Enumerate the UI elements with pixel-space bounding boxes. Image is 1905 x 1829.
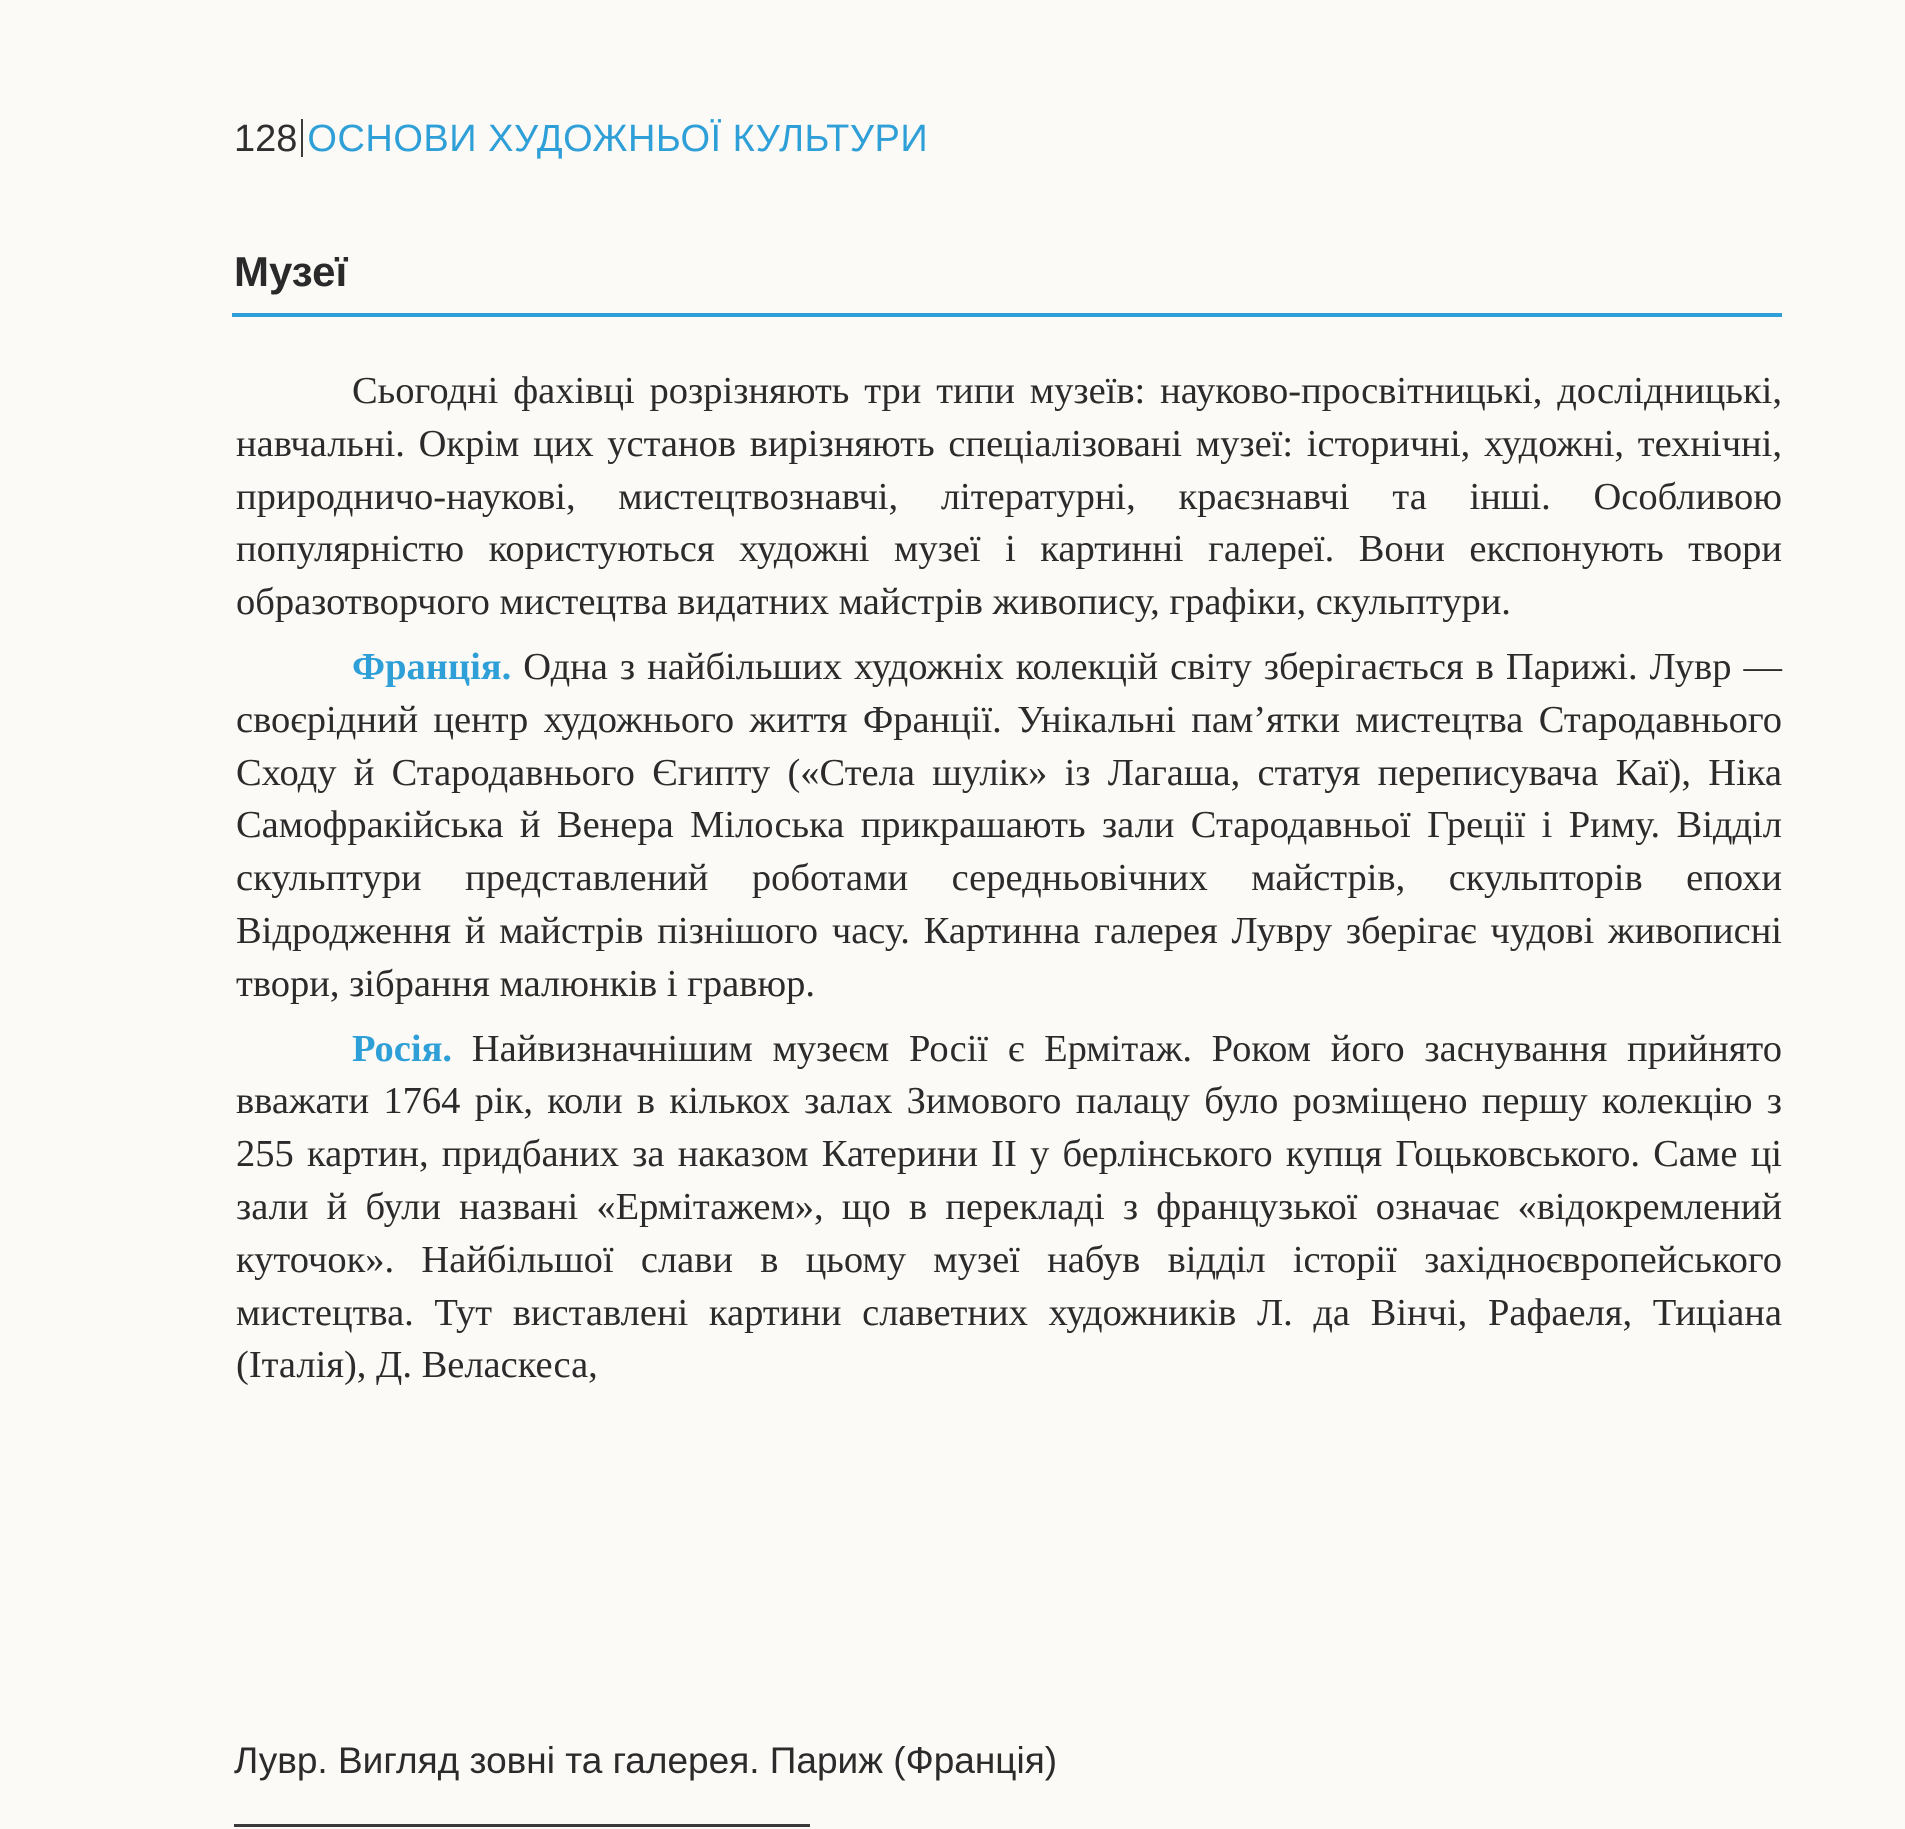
paragraph-intro xyxy=(236,365,1782,629)
body-text xyxy=(236,365,1782,1392)
figure-caption: Лувр. Вигляд зовні та галерея. Париж (Франція) xyxy=(234,1740,1058,1781)
paragraph-text: Найвизначнішим музеєм Росії є Ермітаж. Роком його заснування прийнято вважати 1764 рік, коли в кількох залах Зимового палацу було розміщено першу колекцію з 255 картин, придбаних за наказом Катерини II у берлінського купця Гоцьковського. Саме ці зали й були названі «Ермітажем», що в перекладі з французької означає «відокремлений куточок». Найбільшої слави в цьому музеї набув відділ історії західноєвропейського мистецтва. Тут виставлені картини славетних художників Л. да Вінчі, Рафаеля, Тиціана (Італія), Д. Веласкеса, xyxy=(236,1027,1782,1387)
section-title-rule xyxy=(232,313,1782,317)
paragraph-france xyxy=(236,641,1782,1011)
paragraph-text: Одна з найбільших художніх колекцій світу зберігається в Парижі. Лувр — своєрідний центр художнього життя Франції. Унікальні пам’ятки мистецтва Стародавнього Сходу й Стародавнього Єгипту («Стела шулік» із Лагаша, статуя переписувача Каї), Ніка Самофракійська й Венера Мілоська прикрашають зали Стародавньої Греції і Риму. Відділ скульптури представлений роботами середньовічних майстрів, скульпторів епохи Відродження й майстрів пізнішого часу. Картинна галерея Лувру зберігає чудові живописні твори, зібрання малюнків і гравюр. xyxy=(236,645,1782,1005)
caption-rule xyxy=(234,1824,810,1827)
paragraph-text: Сьогодні фахівці розрізняють три типи музеїв: науково-просвітницькі, дослідницькі, навчальні. Окрім цих установ вирізняють спеціалізовані музеї: історичні, художні, технічні, природничо-наукові, мистецтвознавчі, літературні, краєзнавчі та інші. Особливою популярністю користуються художні музеї і картинні галереї. Вони експонують твори образотворчого мистецтва видатних майстрів живопису, графіки, скульптури. xyxy=(236,370,1782,624)
header-divider xyxy=(301,119,303,157)
paragraph-lead-france: Франція. xyxy=(352,645,512,688)
page-number: 128 xyxy=(234,118,298,160)
running-title: ОСНОВИ ХУДОЖНЬОЇ КУЛЬТУРИ xyxy=(307,118,929,160)
paragraph-russia xyxy=(236,1023,1782,1393)
running-header xyxy=(234,112,928,166)
section-title: Музеї xyxy=(234,248,348,295)
paragraph-lead-russia: Росія. xyxy=(352,1027,453,1070)
